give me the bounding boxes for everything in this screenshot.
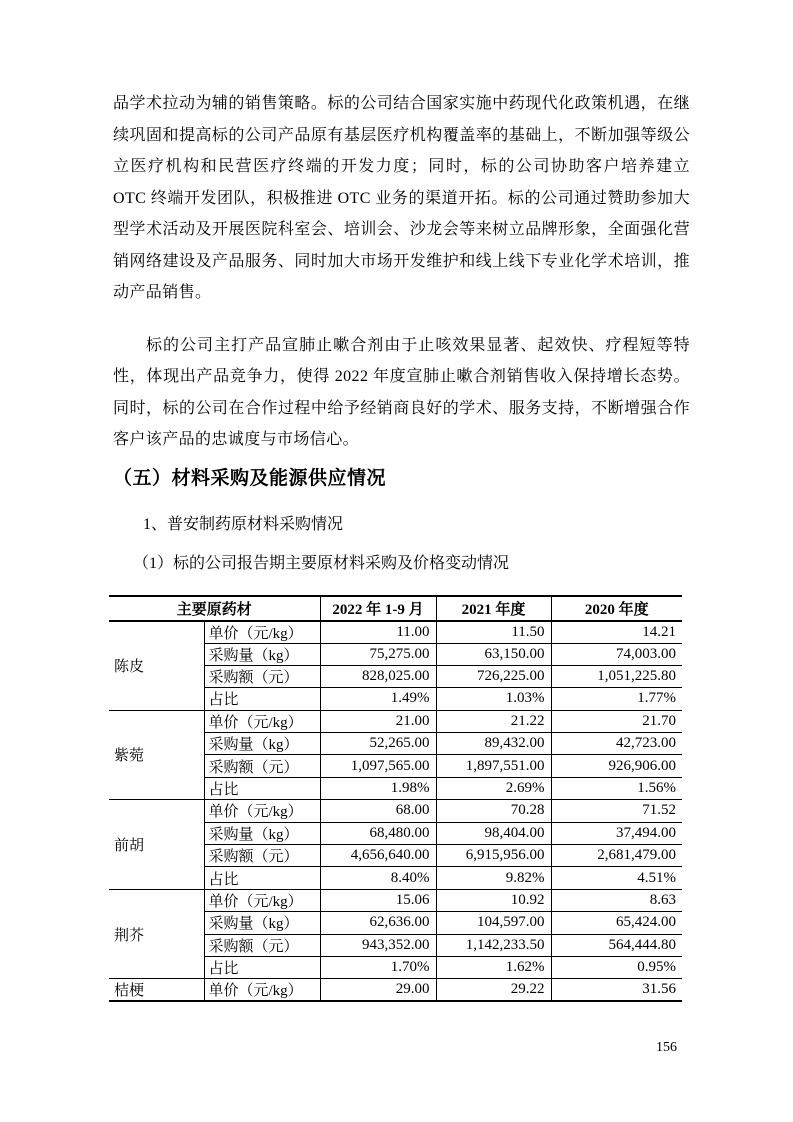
metric-value-cell: 104,597.00 [436, 912, 551, 934]
metric-value-cell: 68.00 [320, 800, 436, 822]
material-name-cell: 荆芥 [109, 889, 204, 979]
metric-value-cell: 62,636.00 [320, 912, 436, 934]
metric-label-cell: 采购额（元） [204, 845, 320, 867]
metric-label-cell: 占比 [204, 777, 320, 799]
metric-label-cell: 采购量（kg） [204, 912, 320, 934]
subheading-puan-pharma-procurement: 1、普安制药原材料采购情况 [143, 515, 344, 533]
metric-value-cell: 1,142,233.50 [436, 934, 551, 956]
metric-value-cell: 98,404.00 [436, 822, 551, 844]
table-header-row [109, 596, 682, 621]
metric-label-cell: 采购量（kg） [204, 643, 320, 665]
metric-value-cell: 1,097,565.00 [320, 755, 436, 777]
metric-label-cell: 采购量（kg） [204, 822, 320, 844]
metric-value-cell: 4.51% [551, 867, 682, 889]
metric-value-cell: 10.92 [436, 889, 551, 911]
metric-value-cell: 89,432.00 [436, 733, 551, 755]
page-number: 156 [656, 1040, 677, 1055]
metric-value-cell: 52,265.00 [320, 733, 436, 755]
metric-value-cell: 1.03% [436, 688, 551, 710]
column-header-2021: 2021 年度 [436, 596, 551, 621]
metric-value-cell: 11.00 [320, 621, 436, 644]
metric-value-cell: 1.98% [320, 777, 436, 799]
metric-value-cell: 14.21 [551, 621, 682, 644]
metric-value-cell: 8.40% [320, 867, 436, 889]
metric-value-cell: 4,656,640.00 [320, 845, 436, 867]
paragraph-product-competitiveness: 标的公司主打产品宣肺止嗽合剂由于止咳效果显著、起效快、疗程短等特性，体现出产品竞争力，使得 2022 年度宣肺止嗽合剂销售收入保持增长态势。同时，标的公司在合作过程中给予经销商良好的学术、服务支持，不断增强合作客户该产品的忠诚度与市场信心。 [113, 336, 690, 448]
metric-label-cell: 采购额（元） [204, 665, 320, 687]
metric-value-cell: 21.00 [320, 710, 436, 732]
column-header-2020: 2020 年度 [551, 596, 682, 621]
metric-value-cell: 15.06 [320, 889, 436, 911]
metric-value-cell: 1,897,551.00 [436, 755, 551, 777]
material-name-cell: 前胡 [109, 800, 204, 890]
metric-value-cell: 2,681,479.00 [551, 845, 682, 867]
metric-label-cell: 占比 [204, 867, 320, 889]
material-name-cell: 紫菀 [109, 710, 204, 800]
metric-value-cell: 1.56% [551, 777, 682, 799]
metric-label-cell: 单价（元/kg） [204, 621, 320, 644]
metric-value-cell: 70.28 [436, 800, 551, 822]
metric-label-cell: 单价（元/kg） [204, 979, 320, 1002]
metric-value-cell: 2.69% [436, 777, 551, 799]
metric-value-cell: 6,915,956.00 [436, 845, 551, 867]
metric-value-cell: 68,480.00 [320, 822, 436, 844]
metric-value-cell: 1.49% [320, 688, 436, 710]
metric-value-cell: 1.77% [551, 688, 682, 710]
paragraph-sales-strategy: 品学术拉动为辅的销售策略。标的公司结合国家实施中药现代化政策机遇，在继续巩固和提高标的公司产品原有基层医疗机构覆盖率的基础上，不断加强等级公立医疗机构和民营医疗终端的开发力度；同时，标的公司协助客户培养建立 OTC 终端开发团队，积极推进 OTC 业务的渠道开拓。标的公司通过赞助参加大型学术活动及开展医院科室会、培训会、沙龙会等来树立品牌形象，全面强化营销网络建设及产品服务、同时加大市场开发维护和线上线下专业化学术培训，推动产品销售。 [113, 95, 690, 301]
metric-value-cell: 1.62% [436, 956, 551, 978]
metric-value-cell: 65,424.00 [551, 912, 682, 934]
procurement-table [109, 595, 682, 1003]
metric-value-cell: 0.95% [551, 956, 682, 978]
table-row [109, 979, 682, 1002]
metric-value-cell: 31.56 [551, 979, 682, 1002]
subheading-price-change: （1）标的公司报告期主要原材料采购及价格变动情况 [133, 554, 510, 572]
metric-value-cell: 21.70 [551, 710, 682, 732]
metric-value-cell: 8.63 [551, 889, 682, 911]
table-row [109, 800, 682, 822]
metric-value-cell: 29.22 [436, 979, 551, 1002]
metric-value-cell: 1.70% [320, 956, 436, 978]
metric-value-cell: 42,723.00 [551, 733, 682, 755]
metric-label-cell: 采购额（元） [204, 755, 320, 777]
column-header-material: 主要原药材 [109, 596, 320, 621]
table-row [109, 710, 682, 732]
metric-label-cell: 采购量（kg） [204, 733, 320, 755]
procurement-table-body [109, 621, 682, 1002]
table-row [109, 621, 682, 644]
metric-value-cell: 1,051,225.80 [551, 665, 682, 687]
metric-value-cell: 37,494.00 [551, 822, 682, 844]
metric-value-cell: 21.22 [436, 710, 551, 732]
metric-label-cell: 单价（元/kg） [204, 710, 320, 732]
material-name-cell: 桔梗 [109, 979, 204, 1002]
material-name-cell: 陈皮 [109, 621, 204, 711]
column-header-2022: 2022 年 1-9 月 [320, 596, 436, 621]
section-heading-material-procurement: （五）材料采购及能源供应情况 [113, 467, 387, 489]
metric-value-cell: 926,906.00 [551, 755, 682, 777]
metric-value-cell: 75,275.00 [320, 643, 436, 665]
metric-label-cell: 占比 [204, 688, 320, 710]
metric-value-cell: 11.50 [436, 621, 551, 644]
table-row [109, 889, 682, 911]
metric-value-cell: 943,352.00 [320, 934, 436, 956]
metric-label-cell: 占比 [204, 956, 320, 978]
metric-value-cell: 564,444.80 [551, 934, 682, 956]
metric-value-cell: 63,150.00 [436, 643, 551, 665]
metric-value-cell: 9.82% [436, 867, 551, 889]
metric-value-cell: 71.52 [551, 800, 682, 822]
metric-value-cell: 828,025.00 [320, 665, 436, 687]
metric-label-cell: 单价（元/kg） [204, 800, 320, 822]
metric-label-cell: 采购额（元） [204, 934, 320, 956]
metric-value-cell: 74,003.00 [551, 643, 682, 665]
metric-value-cell: 726,225.00 [436, 665, 551, 687]
metric-value-cell: 29.00 [320, 979, 436, 1002]
metric-label-cell: 单价（元/kg） [204, 889, 320, 911]
